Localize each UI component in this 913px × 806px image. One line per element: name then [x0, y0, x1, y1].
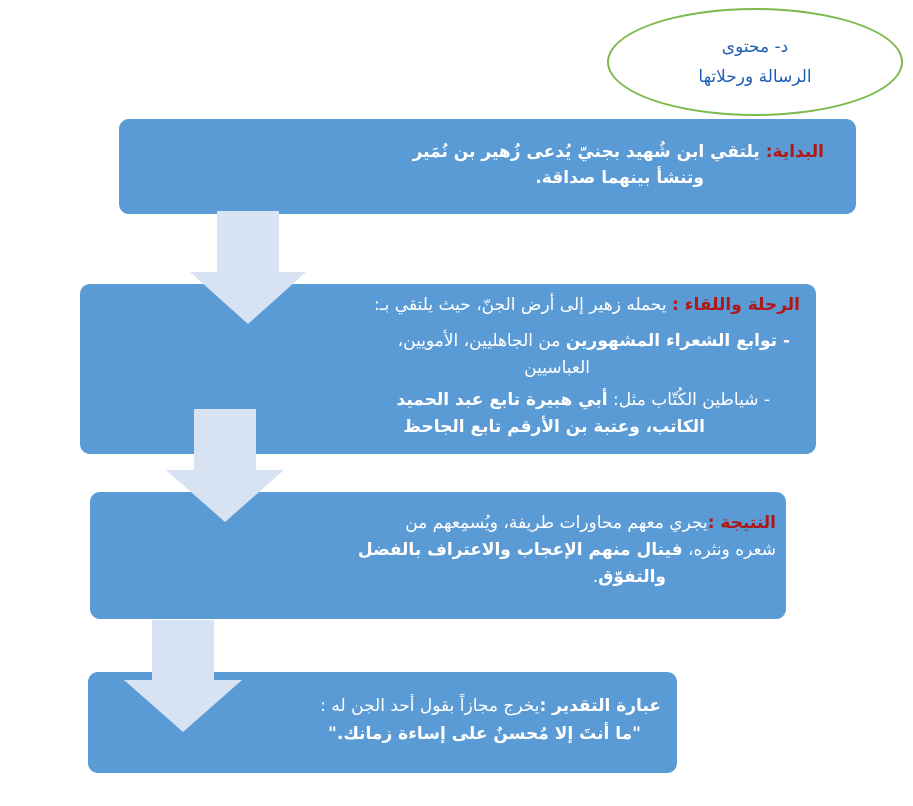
box-beginning-line2: وتنشأ بينهما صداقة. [535, 168, 704, 188]
box-journey-item2-bold: أبي هبيرة تابع عبد الحميد [396, 390, 608, 410]
box-appreciation-quote: "ما أنتَ إلا مُحسنٌ على إساءة زمانك." [328, 724, 641, 744]
box-beginning [119, 119, 856, 214]
box-appreciation-label: عبارة التقدير : [539, 696, 661, 716]
section-title-ellipse [607, 8, 903, 116]
box-beginning-line1 [139, 139, 824, 165]
box-journey-label: الرحلة واللقاء : [672, 295, 800, 315]
box-result-bold2: فينال منهم الإعجاب والاعتراف بالفضل [357, 540, 683, 560]
box-result-end3: . [592, 567, 599, 587]
box-result-text1: يجري معهم محاورات طريفة، ويُسمِعهم من [405, 513, 708, 533]
box-result-line2 [110, 537, 776, 564]
box-journey-item1-bold: - توابع الشعراء المشهورين [565, 331, 790, 351]
box-result-bold3: والتفوّق [598, 567, 666, 587]
arrow-down-3 [124, 620, 242, 732]
box-appreciation-text: يخرج مجازاً بقول أحد الجن له : [320, 696, 540, 716]
arrow-down-2 [166, 409, 284, 522]
box-result-line3 [110, 564, 776, 591]
box-result-label: النتيجة : [707, 513, 776, 533]
arrow-down-1 [190, 211, 306, 324]
box-journey-intro: يحمله زهير إلى أرض الجنّ، حيث يلتقي بـ: [373, 295, 673, 315]
section-title-line1: د- محتوى [721, 37, 789, 57]
box-beginning-text: يلتقي ابن شُهيد بجنيّ يُدعى زُهير بن نُمَير [412, 142, 766, 162]
box-journey-item1-rest: من الجاهليين، الأمويين، [397, 331, 566, 351]
section-title-line2: الرسالة ورحلاتها [698, 67, 812, 87]
box-journey-item2-prefix: - شياطين الكُتّاب مثل: [607, 390, 770, 410]
box-result-text2: شعره ونثره، [682, 540, 776, 560]
box-beginning-label: البداية: [765, 142, 824, 162]
box-journey-item2-line2: الكاتب، وعتبة بن الأرقم تابع الجاحظ [403, 417, 705, 437]
box-journey-item1 [100, 328, 800, 355]
box-journey-item1-line2: العباسيين [524, 358, 590, 378]
